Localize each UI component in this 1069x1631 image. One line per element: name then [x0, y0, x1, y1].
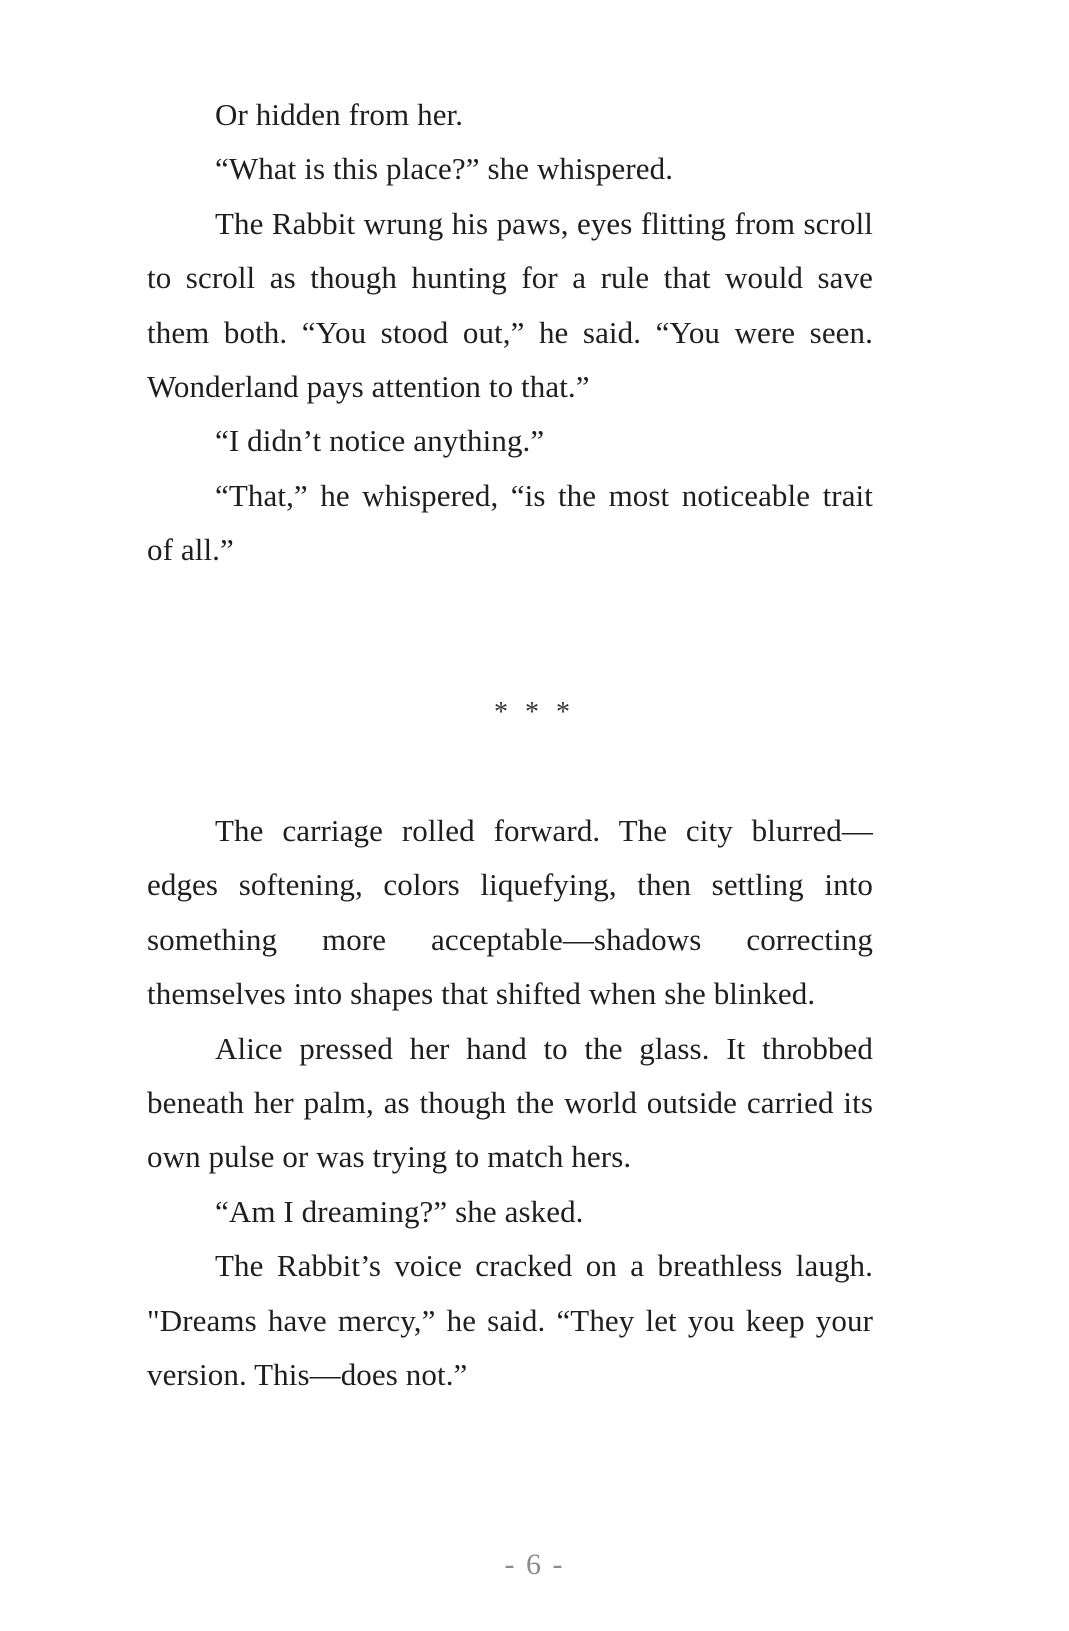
paragraph: “That,” he whispered, “is the most noticeable trait of all.” — [147, 477, 873, 568]
paragraph: The Rabbit’s voice cracked on a breathless laugh. "Dreams have mercy,” he said. “They let you keep your version. This—does not.” — [147, 1248, 873, 1393]
paragraph: “What is this place?” she whispered. — [215, 151, 674, 187]
paragraph: Or hidden from her. — [215, 97, 464, 132]
text-section-1 — [147, 88, 873, 578]
paragraph: The carriage rolled forward. The city blurred—edges softening, colors liquefying, then settling into something more acceptable—shadows correcting themselves into shapes that shifted when she blinked. — [147, 813, 873, 1012]
paragraph: The Rabbit wrung his paws, eyes flitting from scroll to scroll as though hunting for a rule that would save them both. “You stood out,” he said. “You were seen. Wonderland pays attention to that.” — [147, 205, 873, 405]
text-section-2 — [147, 804, 873, 1402]
paragraph: Alice pressed her hand to the glass. It throbbed beneath her palm, as though the world outside carried its own pulse or was trying to match hers. — [147, 1030, 873, 1175]
scene-break: * * * — [494, 697, 575, 728]
paragraph: “Am I dreaming?” she asked. — [215, 1193, 584, 1229]
page-number: - 6 - — [504, 1548, 565, 1581]
paragraph: “I didn’t notice anything.” — [215, 423, 545, 459]
